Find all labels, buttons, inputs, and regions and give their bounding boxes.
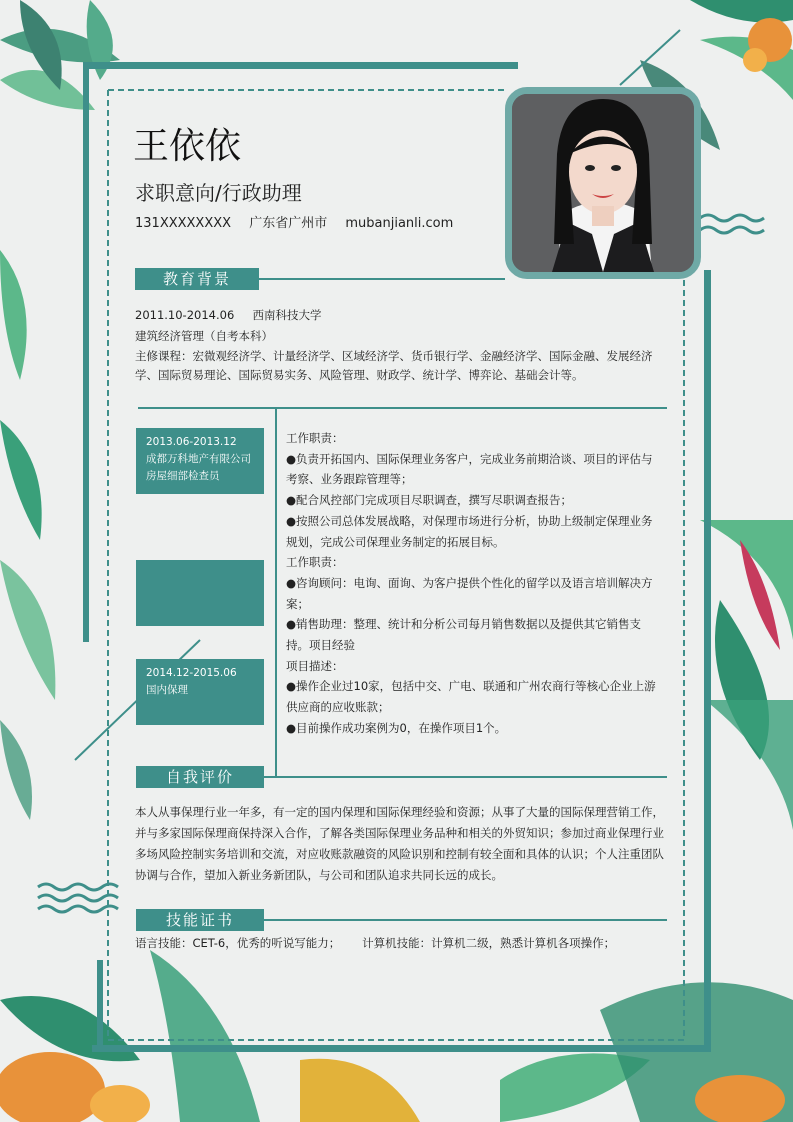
leaf-top-left-icon — [0, 0, 120, 110]
skills-line — [135, 934, 615, 953]
website: mubanjianli.com — [345, 216, 454, 231]
work-line: 项目描述： — [286, 658, 344, 673]
job2-company: 国内保理 — [146, 684, 188, 696]
work-line: ●负责开拓国内、国际保理业务客户，完成业务前期洽谈、项目的评估与考察、业务跟踪管理等； — [286, 451, 653, 487]
language-skill: 语言技能：CET-6，优秀的听说写能力； — [135, 936, 341, 950]
work-line: ●目前操作成功案例为0，在操作项目1个。 — [286, 720, 507, 735]
skills-section-title: 技能证书 — [136, 909, 264, 931]
location: 广东省广州市 — [249, 216, 328, 231]
profile-photo — [505, 87, 701, 279]
job2-period: 2014.12-2015.06 — [146, 667, 237, 679]
timeline-line — [275, 408, 277, 776]
work-description — [286, 428, 658, 739]
education-school: 西南科技大学 — [252, 308, 322, 322]
education-period: 2011.10-2014.06 — [135, 308, 235, 322]
wave-left-icon — [38, 884, 118, 912]
computer-skill: 计算机技能：计算机二级，熟悉计算机各项操作； — [362, 936, 616, 950]
job2-box — [136, 659, 264, 725]
wave-right-icon — [700, 215, 764, 233]
portrait-icon — [512, 94, 694, 272]
blank-box — [136, 560, 264, 626]
job-intent: 求职意向/行政助理 — [135, 181, 302, 205]
leaf-left-side-icon — [0, 250, 55, 820]
work-line: ●操作企业过10家，包括中交、广电、联通和广州农商行等核心企业上游供应商的应收账款； — [286, 679, 656, 715]
education-section-title: 教育背景 — [135, 268, 259, 290]
education-major: 建筑经济管理（自考本科） — [135, 329, 273, 343]
divider — [259, 278, 505, 280]
self-eval-text: 本人从事保理行业一年多，有一定的国内保理和国际保理经验和资源；从事了大量的国际保理营销工作，并与多家国际保理商保持深入合作，了解各类国际保理业务品种和相关的外贸知识；参加过商业保理行业多场风险控制实务培训和交流，对应收账款融资的风险识别和控制有较全面和具体的认识；个人注重团队协调与合作，望加入新业务新团队，与公司和团队追求共同长远的成长。 — [135, 805, 664, 882]
divider — [264, 776, 667, 778]
self-eval-section-title: 自我评价 — [136, 766, 264, 788]
leaf-bottom-icon — [0, 950, 793, 1122]
job1-period: 2013.06-2013.12 — [146, 436, 237, 448]
job1-role: 房屋细部检查员 — [146, 470, 220, 482]
work-line: 工作职责： — [286, 555, 344, 570]
work-line: 工作职责： — [286, 431, 344, 445]
leaf-right-side-icon — [700, 520, 793, 830]
work-line: ●配合风控部门完成项目尽职调查，撰写尽职调查报告； — [286, 493, 573, 508]
job1-company: 成都万科地产有限公司 — [146, 453, 251, 465]
divider — [264, 919, 667, 921]
work-line: ●咨询顾问：电询、面询、为客户提供个性化的留学以及语言培训解决方案； — [286, 575, 653, 611]
work-line: ●按照公司总体发展战略，对保理市场进行分析，协助上级制定保理业务规划，完成公司保理业务制定的拓展目标。 — [286, 513, 653, 549]
phone-number: 131XXXXXXXX — [135, 216, 232, 231]
education-period-school — [135, 306, 322, 325]
job1-box — [136, 428, 264, 494]
candidate-name: 王依依 — [133, 126, 242, 167]
work-line: ●销售助理：整理、统计和分析公司每月销售数据以及提供其它销售支持。项目经验 — [286, 617, 642, 653]
education-courses: 主修课程：宏微观经济学、计量经济学、区域经济学、货币银行学、金融经济学、国际金融、发展经济学、国际贸易理论、国际贸易实务、风险管理、财政学、统计学、博弈论、基础会计等。 — [135, 349, 653, 382]
divider — [138, 407, 667, 409]
contact-info — [135, 212, 467, 231]
